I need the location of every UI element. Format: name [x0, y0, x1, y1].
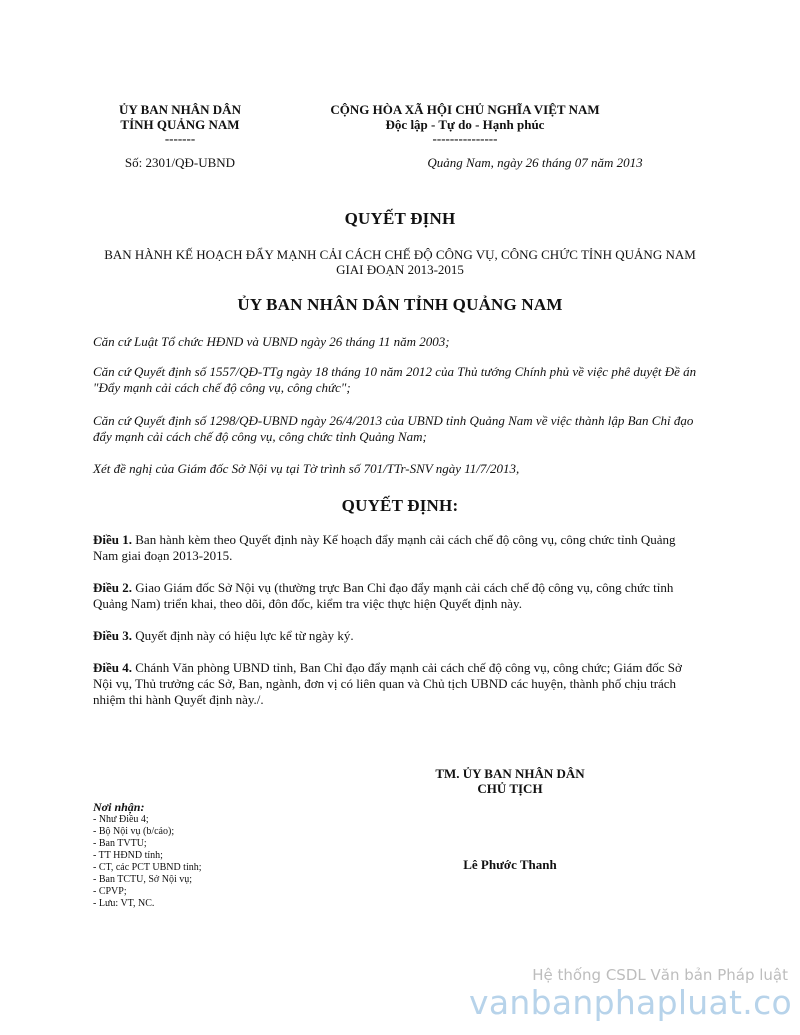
national-motto: Độc lập - Tự do - Hạnh phúc [385, 117, 545, 132]
document-subtitle [40, 247, 760, 277]
national-title: CỘNG HÒA XÃ HỘI CHỦ NGHĨA VIỆT NAM [330, 102, 600, 117]
recipient-item: - CPVP; [93, 886, 127, 897]
signature-block [395, 766, 625, 796]
recipient-item: - CT, các PCT UBND tỉnh; [93, 862, 202, 873]
issuer-block [90, 102, 270, 145]
issuing-authority-heading: ỦY BAN NHÂN DÂN TỈNH QUẢNG NAM [237, 295, 563, 314]
article-text: Chánh Văn phòng UBND tỉnh, Ban Chỉ đạo đẩy mạnh cải cách chế độ công vụ, công chức; Giám đốc Sở Nội vụ, Thủ trưởng các Sở, Ban, ngành, đơn vị có liên quan và Chủ tịch UBND các huyện, thành phố chịu trách nhiệm thi hành Quyết định này./. [93, 660, 682, 707]
legal-basis-4: Xét đề nghị của Giám đốc Sở Nội vụ tại Tờ trình số 701/TTr-SNV ngày 11/7/2013, [93, 461, 520, 476]
watermark-caption: Hệ thống CSDL Văn bản Pháp luật [532, 966, 788, 984]
recipients-list [93, 814, 343, 910]
recipient-item: - Như Điều 4; [93, 814, 149, 825]
article-3 [93, 628, 697, 644]
recipient-item: - TT HĐND tỉnh; [93, 850, 163, 861]
recipient-item: - Ban TCTU, Sở Nội vụ; [93, 874, 192, 885]
subtitle-line2: GIAI ĐOẠN 2013-2015 [336, 262, 464, 277]
article-text: Ban hành kèm theo Quyết định này Kế hoạch đẩy mạnh cải cách chế độ công vụ, công chức tỉnh Quảng Nam giai đoạn 2013-2015. [93, 532, 676, 563]
signer-name: Lê Phước Thanh [463, 857, 557, 872]
recipients-block [93, 801, 343, 910]
article-label: Điều 4. [93, 660, 132, 675]
article-text: Quyết định này có hiệu lực kể từ ngày ký. [132, 628, 354, 643]
issuer-rule: ------- [164, 131, 196, 146]
issuer-org-line2: TỈNH QUẢNG NAM [120, 117, 240, 132]
article-text: Giao Giám đốc Sở Nội vụ (thường trực Ban Chỉ đạo đẩy mạnh cải cách chế độ công vụ, công chức tỉnh Quảng Nam) triển khai, theo dõi, đôn đốc, kiểm tra việc thực hiện Quyết định này. [93, 580, 674, 611]
article-label: Điều 3. [93, 628, 132, 643]
document-title: QUYẾT ĐỊNH [344, 209, 456, 228]
place-date: Quảng Nam, ngày 26 tháng 07 năm 2013 [427, 155, 643, 170]
article-2 [93, 580, 697, 612]
recipient-item: - Lưu: VT, NC. [93, 898, 155, 909]
subtitle-line1: BAN HÀNH KẾ HOẠCH ĐẨY MẠNH CẢI CÁCH CHẾ ĐỘ CÔNG VỤ, CÔNG CHỨC TỈNH QUẢNG NAM [104, 247, 696, 262]
article-4 [93, 660, 697, 708]
recipient-item: - Bộ Nội vụ (b/cáo); [93, 826, 175, 837]
recipients-title: Nơi nhận: [93, 800, 145, 814]
decision-heading: QUYẾT ĐỊNH: [341, 496, 459, 515]
document-number: Số: 2301/QĐ-UBND [124, 155, 236, 170]
recipient-item: - Ban TVTU; [93, 838, 147, 849]
legal-basis-2: Căn cứ Quyết định số 1557/QĐ-TTg ngày 18 tháng 10 năm 2012 của Thủ tướng Chính phủ về việc phê duyệt Đề án "Đẩy mạnh cải cách chế độ công vụ, công chức"; [93, 364, 697, 395]
national-rule: --------------- [432, 131, 498, 146]
article-label: Điều 2. [93, 580, 132, 595]
legal-basis-3: Căn cứ Quyết định số 1298/QĐ-UBND ngày 26/4/2013 của UBND tỉnh Quảng Nam về việc thành lập Ban Chỉ đạo đẩy mạnh cải cách chế độ công vụ, công chức tỉnh Quảng Nam; [93, 413, 694, 444]
watermark-site: vanbanphapluat.co [469, 983, 792, 1022]
signature-role: CHỦ TỊCH [477, 781, 543, 796]
national-block [300, 102, 630, 145]
signature-on-behalf: TM. ỦY BAN NHÂN DÂN [435, 766, 585, 781]
issuer-org-line1: ỦY BAN NHÂN DÂN [119, 102, 241, 117]
article-1 [93, 532, 697, 564]
article-label: Điều 1. [93, 532, 132, 547]
legal-basis-1: Căn cứ Luật Tổ chức HĐND và UBND ngày 26 tháng 11 năm 2003; [93, 334, 450, 349]
